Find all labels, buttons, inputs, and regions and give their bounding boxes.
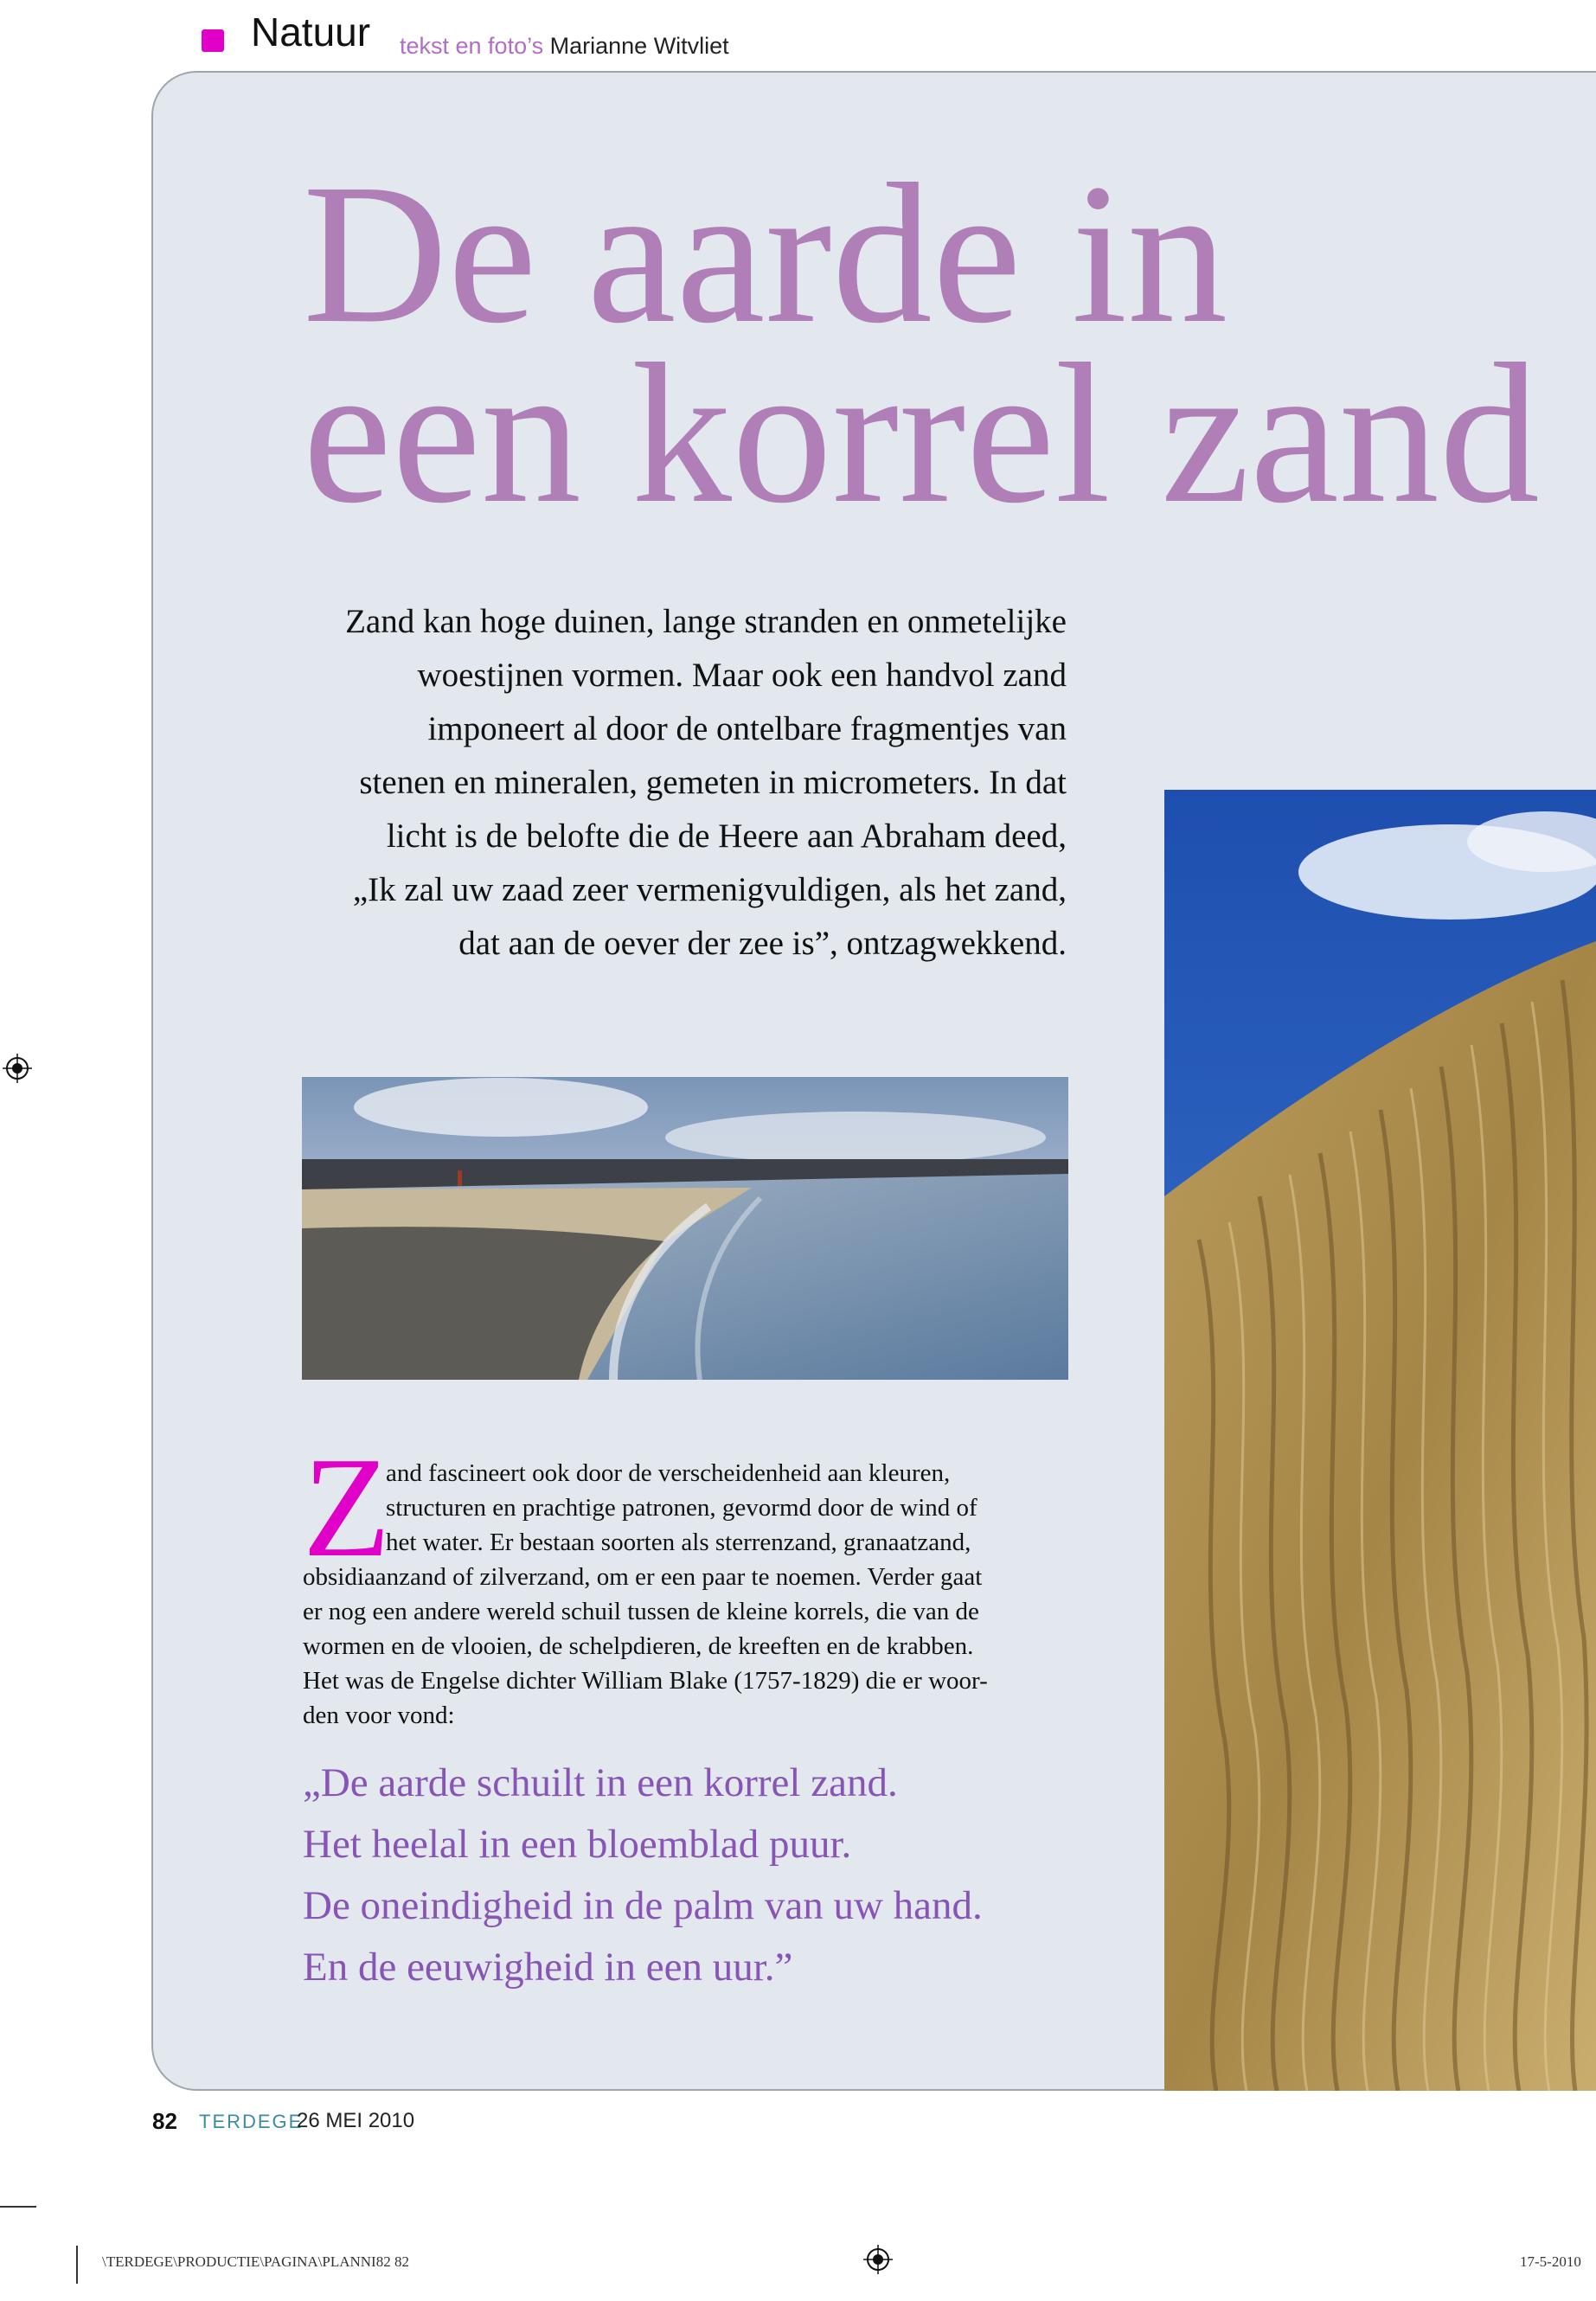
body-line: het water. Er bestaan soorten als sterrenzand, granaatzand, xyxy=(386,1529,971,1556)
registration-mark-icon xyxy=(863,2245,893,2274)
dune-photo xyxy=(1164,790,1596,2091)
byline-label: tekst en foto’s xyxy=(400,33,544,59)
section-label: Natuur xyxy=(251,10,371,54)
poem-line: Het heelal in een bloemblad puur. xyxy=(303,1822,852,1867)
title-line-1: De aarde in xyxy=(303,143,1228,365)
issue-date: 26 MEI 2010 xyxy=(297,2109,415,2132)
title-line-2: een korrel zand xyxy=(303,323,1540,545)
beach-photo xyxy=(302,1077,1068,1380)
section-marker xyxy=(202,29,224,52)
slug-path: \TERDEGE\PRODUCTIE\PAGINA\PLANNI82 82 xyxy=(102,2253,409,2270)
slug-date: 17-5-2010 xyxy=(1520,2253,1581,2270)
body-line: structuren en prachtige patronen, gevormd door de wind of xyxy=(386,1494,977,1522)
registration-mark-icon xyxy=(3,1054,32,1083)
intro-paragraph xyxy=(238,595,1067,971)
intro-line: licht is de belofte die de Heere aan Abraham deed, xyxy=(386,817,1067,855)
intro-line: „Ik zal uw zaad zeer vermenigvuldigen, als het zand, xyxy=(352,871,1067,908)
byline xyxy=(400,33,729,60)
drop-cap: Z xyxy=(303,1427,391,1586)
body-paragraph xyxy=(303,1427,1073,1733)
magazine-name: TERDEGE xyxy=(199,2111,304,2132)
page-number: 82 xyxy=(152,2108,177,2134)
byline-author: Marianne Witvliet xyxy=(549,33,729,59)
body-line: and fascineert ook door de verscheidenheid aan kleuren, xyxy=(386,1459,951,1487)
intro-line: stenen en mineralen, gemeten in micrometers. In dat xyxy=(359,764,1067,801)
poem-quote xyxy=(303,1753,1081,1998)
crop-mark xyxy=(0,2206,36,2208)
intro-line: imponeert al door de ontelbare fragmentjes van xyxy=(427,710,1067,747)
poem-line: „De aarde schuilt in een korrel zand. xyxy=(303,1760,898,1805)
body-line: den voor vond: xyxy=(303,1702,455,1729)
poem-line: En de eeuwigheid in een uur.” xyxy=(303,1945,793,1990)
body-line: er nog een andere wereld schuil tussen de kleine korrels, die van de xyxy=(303,1598,979,1625)
intro-line: dat aan de oever der zee is”, ontzagwekkend. xyxy=(458,925,1067,962)
article-title xyxy=(303,143,1583,545)
crop-mark xyxy=(76,2246,78,2284)
intro-line: woestijnen vormen. Maar ook een handvol zand xyxy=(417,657,1067,694)
body-line: Het was de Engelse dichter William Blake (1757-1829) die er woor- xyxy=(303,1667,988,1695)
body-line: obsidiaanzand of zilverzand, om er een paar te noemen. Verder gaat xyxy=(303,1563,983,1591)
body-line: wormen en de vlooien, de schelpdieren, de kreeften en de krabben. xyxy=(303,1632,974,1660)
intro-line: Zand kan hoge duinen, lange stranden en onmetelijke xyxy=(345,603,1067,640)
poem-line: De oneindigheid in de palm van uw hand. xyxy=(303,1883,983,1928)
